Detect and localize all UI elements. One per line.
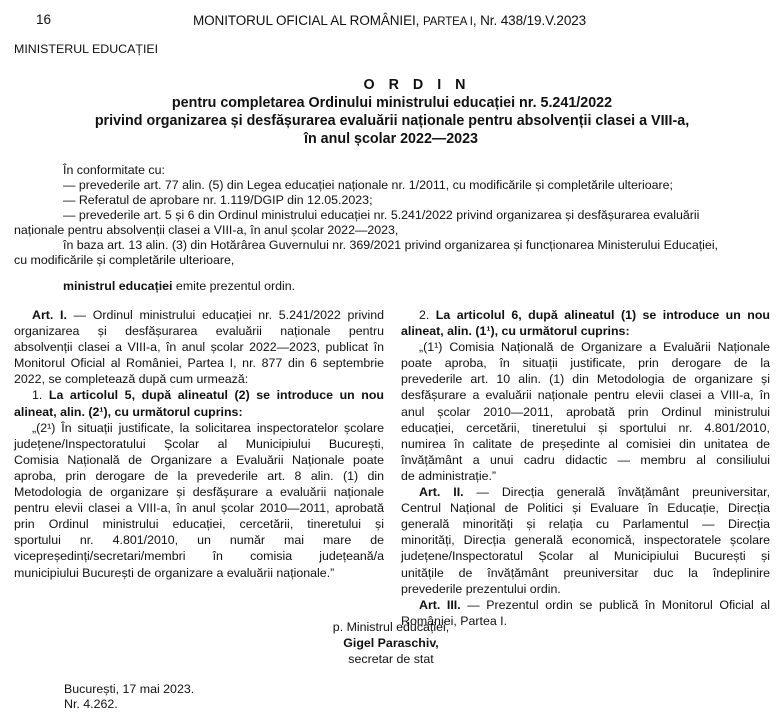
article-3-line [401,597,770,613]
point-1-heading-text: La articolul 5, după alineatul (2) se introduce un nou [48,388,384,403]
article-2-line: prevederile prezentului ordin. [401,581,561,596]
publication-issue: , Nr. 438/19.V.2023 [472,13,587,28]
title-ordin: O R D I N [363,77,471,93]
article-1-line [14,307,384,323]
article-1-line: Monitorul Oficial al României, Partea I, nr. 877 din 6 septembrie [14,356,384,371]
signatory-name: Gigel Paraschiv, [343,635,439,650]
article-1-text: — Ordinul ministrului educației nr. 5.241/2022 privind [66,308,384,322]
preamble-item-2: — Referatul de aprobare nr. 1.119/DGIP din 12.05.2023; [63,193,373,207]
preamble-enacting-clause [63,279,295,294]
point-2-number: 2. [419,308,436,322]
point-1-heading: alineat, alin. (2¹), cu următorul cuprins: [14,404,243,419]
article-3-text: — Prezentul ordin se publică în Monitorul Oficial al [460,597,770,612]
right-column [401,307,770,629]
preamble-item-3: — prevederile art. 5 și 6 din Ordinul ministrului educației nr. 5.241/2022 privind organizarea și desfășurarea evaluării [63,208,700,222]
alineat-2-1-line: sportului nr. 4.801/2010, un număr mai mare de [14,533,384,548]
order-number: Nr. 4.262. [64,697,118,712]
alineat-2-1-line: prin Ordinul ministrului educației, cercetării, tineretului și [14,517,384,532]
article-1-line: organizarea și desfășurarea evaluării naționale pentru [14,324,384,339]
point-2-heading [401,307,770,323]
minister-title: ministrul educației [63,279,173,293]
alineat-2-1-line: pentru elevii clasei a VIII-a, în anul școlar 2010—2011, aprobată [14,501,384,516]
article-2-text: — Direcția generală învățământ preuniversitar, [463,485,771,500]
signature-block [0,620,782,667]
alineat-1-1-line: educației, cercetării, tineretului și sportului nr. 4.801/2010, [401,420,770,435]
alineat-1-1-line: învățământ a unui cadru didactic — membru al consiliului [401,452,770,467]
preamble-legal-basis-cont: cu modificările și completările ulterioare, [14,253,235,267]
article-3-label: Art. III. [419,597,461,612]
page-number: 16 [36,12,52,27]
alineat-1-1-line: de administrație.” [401,468,497,483]
signature-line: p. Ministrul educației, [332,620,450,634]
article-2-line: unitățile de învățământ preuniversitar duc la îndeplinire [401,565,770,580]
point-1-number: 1. [32,388,49,403]
document-title [0,76,782,148]
alineat-1-1-line: numirea în calitate de președinte al comisiei din unitatea de [401,436,770,451]
preamble-item-3-cont: naționale pentru absolvenții clasei a VIII-a, în anul școlar 2022—2023, [14,223,399,237]
article-2-line: județene/Inspectoratul Școlar al Municipiului București și [401,549,770,564]
preamble-legal-basis: în baza art. 13 alin. (3) din Hotărârea Guvernului nr. 369/2021 privind organizarea și funcționarea Ministerului Educației, [63,238,719,252]
title-line-3: privind organizarea și desfășurarea evaluării naționale pentru absolvenții clasei a VIII-a, [94,113,690,129]
alineat-1-1-line: desfășurare a evaluării naționale pentru elevii clasei a VIII-a, în [401,388,770,403]
article-2-line: Centrul Național de Politici și Evaluare în Educație, Direcția [401,501,770,516]
publication-part: PARTEA I [422,16,473,28]
article-2-line [401,484,770,500]
alineat-2-1-line: aproba, prin derogare de la prevederile art. 8 alin. (1) din [14,468,384,483]
alineat-1-1-line: anul școlar 2010—2011, aprobată prin Ordinul ministrului [401,404,770,419]
enacting-text: emite prezentul ordin. [172,279,296,293]
article-1-label: Art. I. [32,308,67,322]
point-1-heading [14,387,384,403]
title-line-2: pentru completarea Ordinului ministrului educației nr. 5.241/2022 [171,95,613,111]
signatory-role: secretar de stat [348,651,434,666]
preamble-intro: În conformitate cu: [63,163,165,177]
article-2-line: minorități, Direcția generală economică, inspectoratele școlare [401,533,770,548]
publication-name: MONITORUL OFICIAL AL ROMÂNIEI, [193,13,420,28]
article-3-line: României, Partea I. [401,613,508,628]
issuing-ministry: MINISTERUL EDUCAȚIEI [14,42,159,56]
alineat-1-1-line: prevederile art. 10 alin. (1) din Metodologia de organizare și [401,372,770,387]
left-column [14,307,384,581]
alineat-1-1-line: poate aproba, în situații justificate, prin derogare de la [401,356,770,371]
alineat-2-1-line: municipiului București de organizare a evaluării naționale.” [14,565,335,580]
alineat-2-1-line: vicepreședinți/secretari/membri în comisia județeană/a [14,549,384,564]
place-date-block [64,682,194,712]
running-header [193,13,586,30]
article-2-label: Art. II. [419,485,464,500]
point-2-heading-text: La articolul 6, după alineatul (1) se introduce un nou [435,308,770,322]
place-and-date: București, 17 mai 2023. [64,682,195,696]
alineat-2-1-line: județene/Inspectoratului Școlar al Municipiului București, [14,436,384,451]
article-2-line: generală minorități și relația cu Parlamentul — Direcția [401,517,770,532]
alineat-2-1-line: Comisia Națională de Organizare a Evaluării Naționale poate [14,452,384,467]
point-2-heading: alineat, alin. (1¹), cu următorul cuprins: [401,324,630,339]
alineat-2-1-line: „(2¹) În situații justificate, la solicitarea inspectoratelor școlare [32,420,384,435]
title-line-4: în anul școlar 2022—2023 [303,131,479,147]
article-1-line: 2022, se completează după cum urmează: [14,372,249,387]
article-1-line: absolvenții clasei a VIII-a, în anul școlar 2022—2023, publicat în [14,340,384,355]
alineat-1-1-line: „(1¹) Comisia Națională de Organizare a Evaluării Naționale [419,340,770,355]
alineat-2-1-line: Metodologia de organizare și desfășurare a evaluării naționale [14,485,384,500]
preamble-item-1: — prevederile art. 77 alin. (5) din Legea educației naționale nr. 1/2011, cu modificările și completările ulterioare; [63,178,674,192]
